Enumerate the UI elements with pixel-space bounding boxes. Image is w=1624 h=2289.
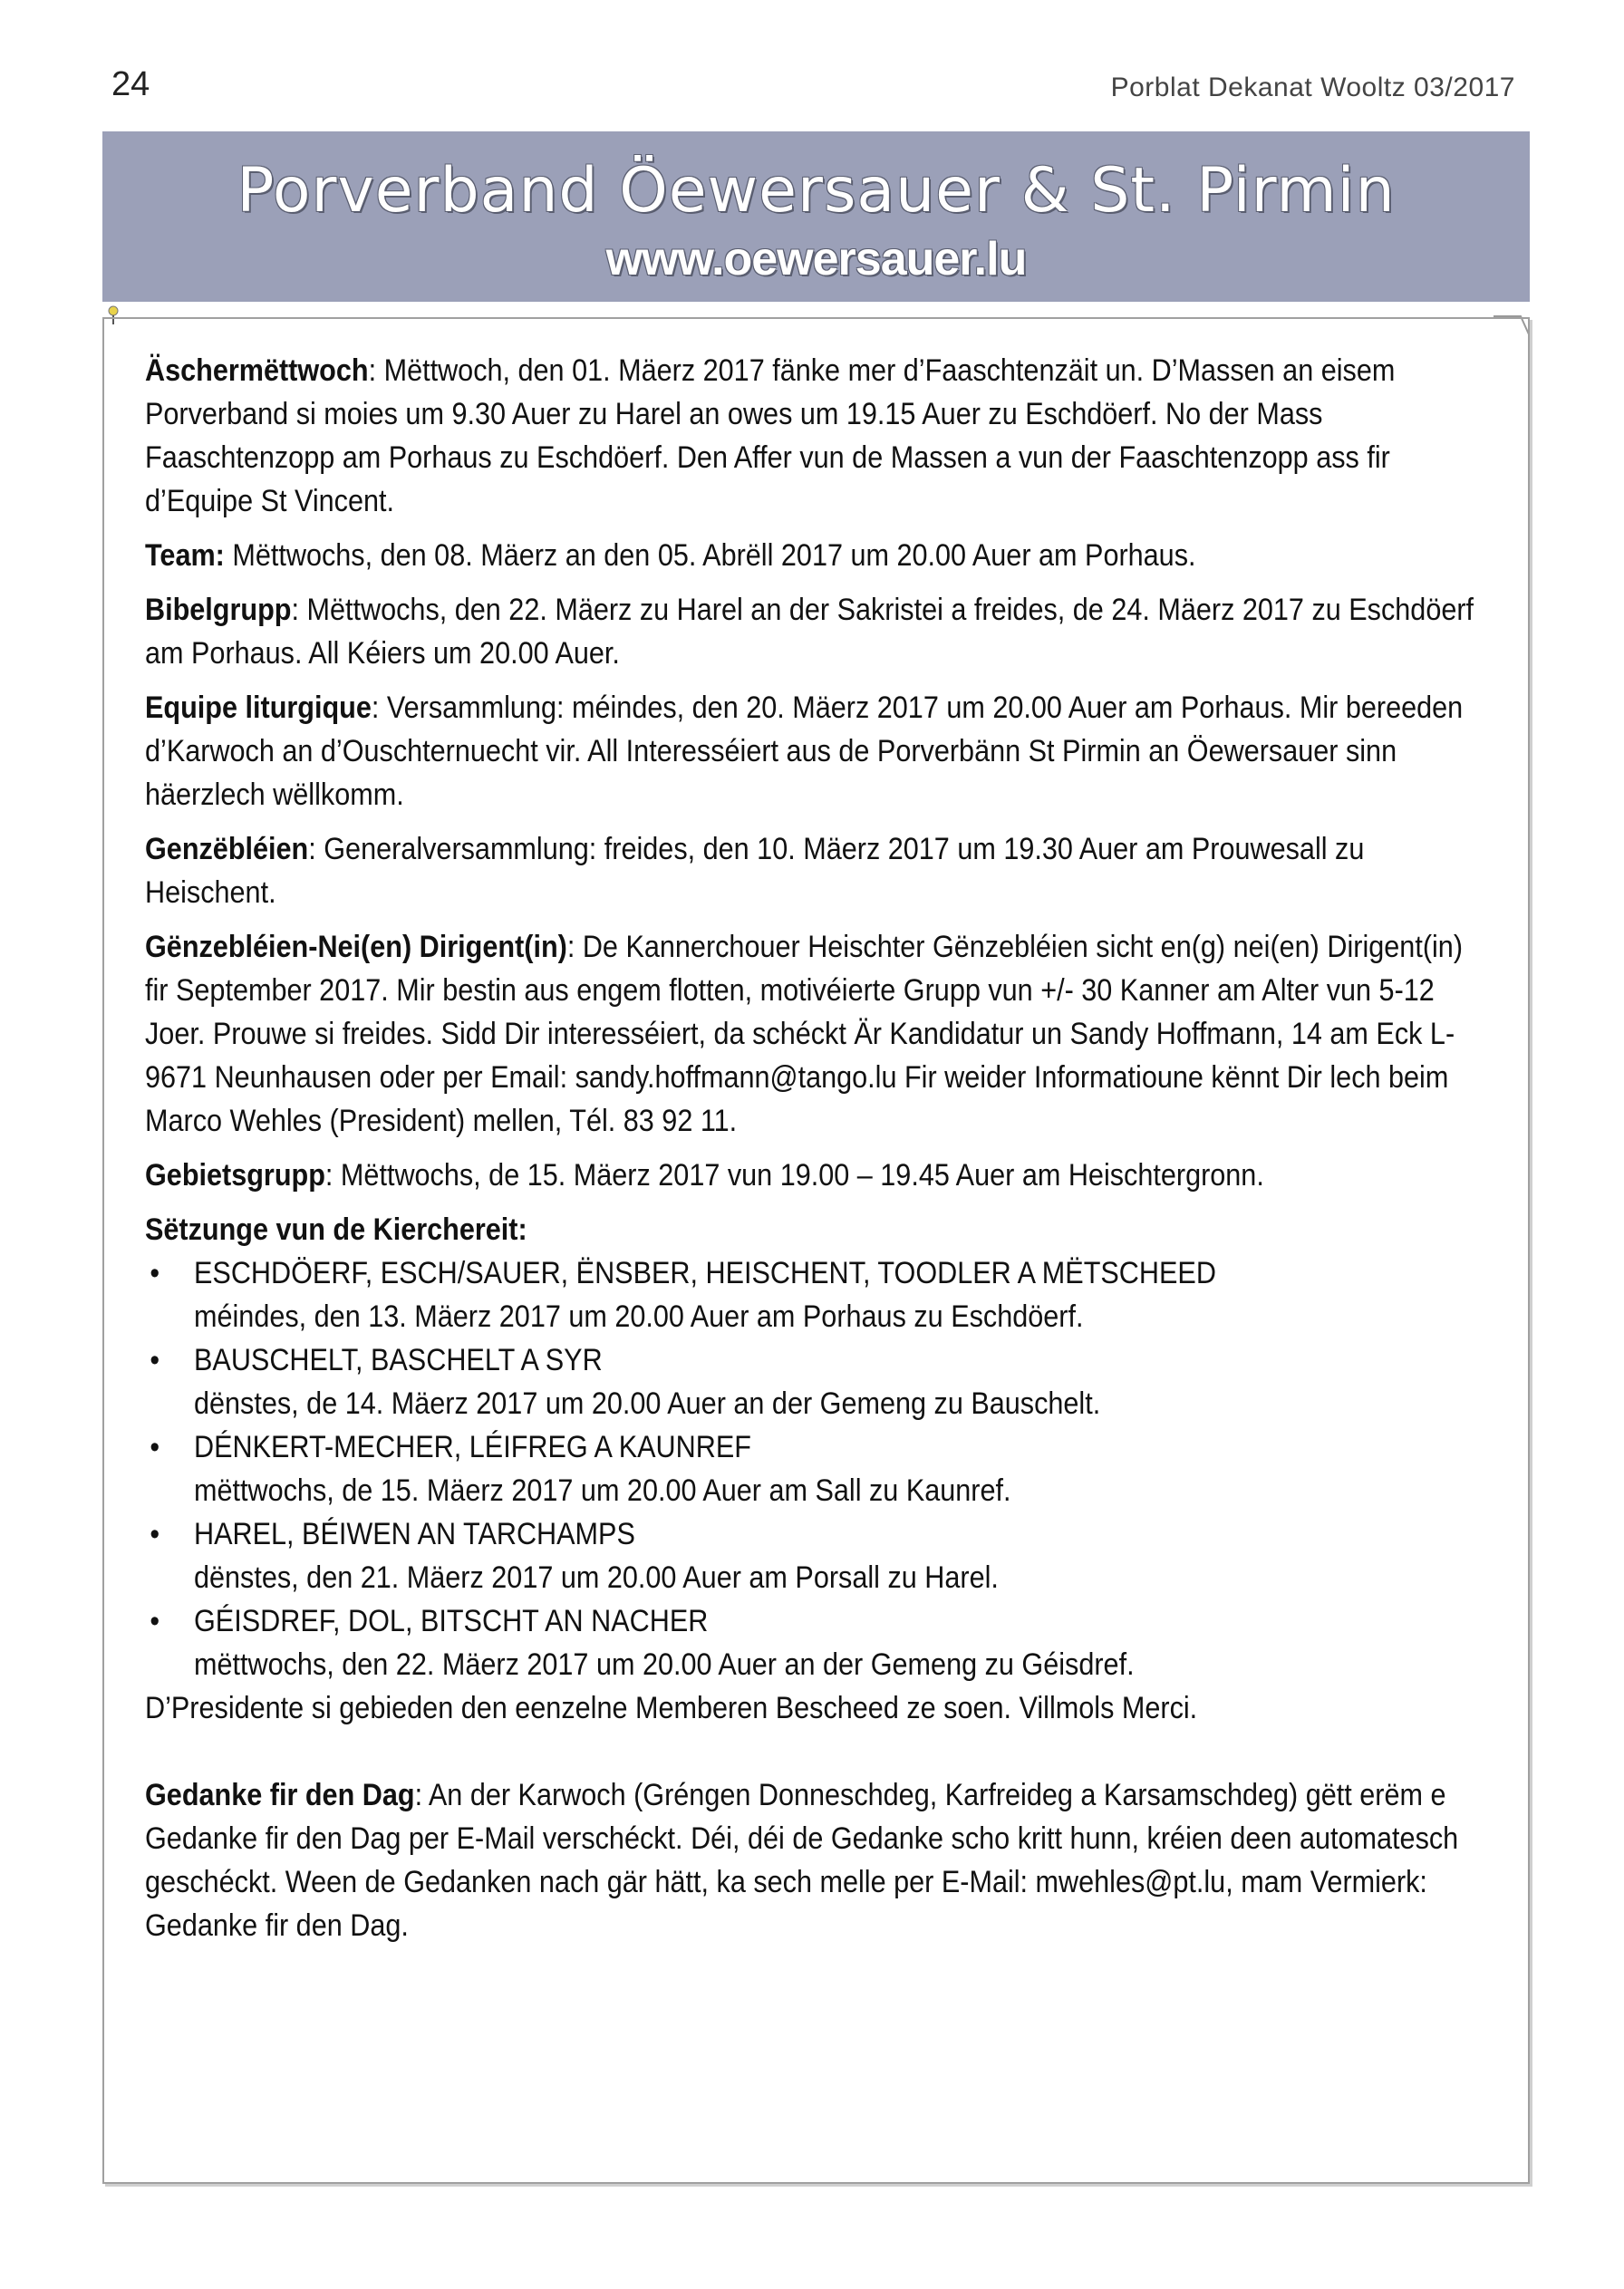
council-place: ESCHDÖERF, ESCH/SAUER, ËNSBER, HEISCHENT, TOODLER A MËTSCHEED <box>194 1256 1216 1290</box>
section-text: : An der Karwoch (Gréngen Donneschdeg, Karfreideg a Karsamschdeg) gëtt erëm e Gedanke fir den Dag per E-Mail verschéckt. Déi, déi de Gedanke scho kritt hunn, kréien deen automatesch geschéckt. Ween de Gedanken nach gär hätt, ka sech melle per E-Mail: mwehles@pt.lu, mam Vermierk: Gedanke fir den Dag. <box>145 1778 1459 1943</box>
council-date: méindes, den 13. Mäerz 2017 um 20.00 Auer am Porhaus zu Eschdöerf. <box>194 1299 1084 1334</box>
section-dirigent <box>145 925 1483 1143</box>
section-gedanke <box>145 1773 1483 1947</box>
council-date: mëttwochs, de 15. Mäerz 2017 um 20.00 Auer am Sall zu Kaunref. <box>194 1473 1011 1508</box>
council-place: BAUSCHELT, BASCHELT A SYR <box>194 1343 603 1377</box>
spacer <box>145 1741 1368 1773</box>
list-item <box>145 1338 1483 1425</box>
council-list <box>145 1251 1483 1686</box>
list-item <box>145 1251 1483 1338</box>
section-aschermettwoch <box>145 349 1483 523</box>
list-item <box>145 1599 1483 1686</box>
council-place: DÉNKERT-MECHER, LÉIFREG A KAUNREF <box>194 1430 751 1464</box>
section-text: : Versammlung: méindes, den 20. Mäerz 2017 um 20.00 Auer am Porhaus. Mir bereeden d’Karwoch an d’Ouschternuecht vir. All Interesséiert aus de Porverbänn St Pirmin an Öewersauer sinn häerzlech wëllkomm. <box>145 691 1464 812</box>
list-item <box>145 1425 1483 1512</box>
bullet-icon: • <box>150 1604 160 1638</box>
section-equipe-liturgique <box>145 686 1483 816</box>
banner-url: www.oewersauer.lu <box>605 233 1027 285</box>
bullet-icon: • <box>150 1517 160 1551</box>
section-label: Gedanke fir den Dag <box>145 1778 415 1812</box>
council-place: GÉISDREF, DOL, BITSCHT AN NACHER <box>194 1604 709 1638</box>
council-date: dënstes, de 14. Mäerz 2017 um 20.00 Auer an der Gemeng zu Bauschelt. <box>194 1386 1101 1421</box>
running-header: Porblat Dekanat Wooltz 03/2017 <box>1110 72 1515 102</box>
council-date: mëttwochs, den 22. Mäerz 2017 um 20.00 Auer an der Gemeng zu Géisdref. <box>194 1647 1135 1682</box>
section-label: Genzëbléien <box>145 832 309 866</box>
section-bibelgrupp <box>145 588 1483 675</box>
section-label: Team: <box>145 538 225 573</box>
section-text: : Generalversammlung: freides, den 10. Mäerz 2017 um 19.30 Auer am Prouwesall zu Heischent. <box>145 832 1365 910</box>
section-genzebleien <box>145 827 1483 914</box>
section-gebietsgrupp <box>145 1154 1483 1197</box>
bullet-icon: • <box>150 1343 160 1377</box>
section-label: Gënzebléien-Nei(en) Dirigent(in) <box>145 930 567 964</box>
council-place: HAREL, BÉIWEN AN TARCHAMPS <box>194 1517 635 1551</box>
section-label: Bibelgrupp <box>145 593 292 627</box>
list-item <box>145 1512 1483 1599</box>
section-text: : De Kannerchouer Heischter Gënzebléien sicht en(g) nei(en) Dirigent(in) fir September 2017. Mir bestin aus engem flotten, motivéierte Grupp vun +/- 30 Kanner am Alter vun 5-12 Joer. Prouwe si freides. Sidd Dir interesséiert, da schéckt Är Kandidatur un Sandy Hoffmann, 14 am Eck L-9671 Neunhausen oder per Email: sandy.hoffmann@tango.lu Fir weider Informatioune kënnt Dir lech beim Marco Wehles (President) mellen, Tél. 83 92 11. <box>145 930 1464 1138</box>
section-label: Equipe liturgique <box>145 691 372 725</box>
section-text: Mëttwochs, den 08. Mäerz an den 05. Abrëll 2017 um 20.00 Auer am Porhaus. <box>224 538 1196 573</box>
section-text: : Mëttwochs, den 22. Mäerz zu Harel an der Sakristei a freides, de 24. Mäerz 2017 zu Eschdöerf am Porhaus. All Kéiers um 20.00 Auer. <box>145 593 1474 671</box>
section-label: Gebietsgrupp <box>145 1158 325 1193</box>
article-body <box>145 349 1474 1958</box>
section-team <box>145 534 1483 577</box>
bullet-icon: • <box>150 1256 160 1290</box>
title-banner <box>102 131 1530 302</box>
council-date: dënstes, den 21. Mäerz 2017 um 20.00 Auer am Porsall zu Harel. <box>194 1560 999 1595</box>
page-number: 24 <box>111 65 150 103</box>
banner-title: Porverband Öewersauer & St. Pirmin <box>237 155 1396 227</box>
council-note: D’Presidente si gebieden den eenzelne Memberen Bescheed ze soen. Villmols Merci. <box>145 1691 1198 1725</box>
section-label: Äschermëttwoch <box>145 353 369 388</box>
council-heading: Sëtzunge vun de Kierchereit: <box>145 1212 527 1247</box>
bullet-icon: • <box>150 1430 160 1464</box>
section-text: : Mëttwochs, de 15. Mäerz 2017 vun 19.00 – 19.45 Auer am Heischtergronn. <box>324 1158 1264 1193</box>
section-text: : Mëttwoch, den 01. Mäerz 2017 fänke mer d’Faaschtenzäit un. D’Massen an eisem Porverband si moies um 9.30 Auer zu Harel an owes um 19.15 Auer zu Eschdöerf. No der Mass Faaschtenzopp am Porhaus zu Eschdöerf. Den Affer vun de Massen a vun der Faaschtenzopp ass fir d’Equipe St Vincent. <box>145 353 1396 518</box>
